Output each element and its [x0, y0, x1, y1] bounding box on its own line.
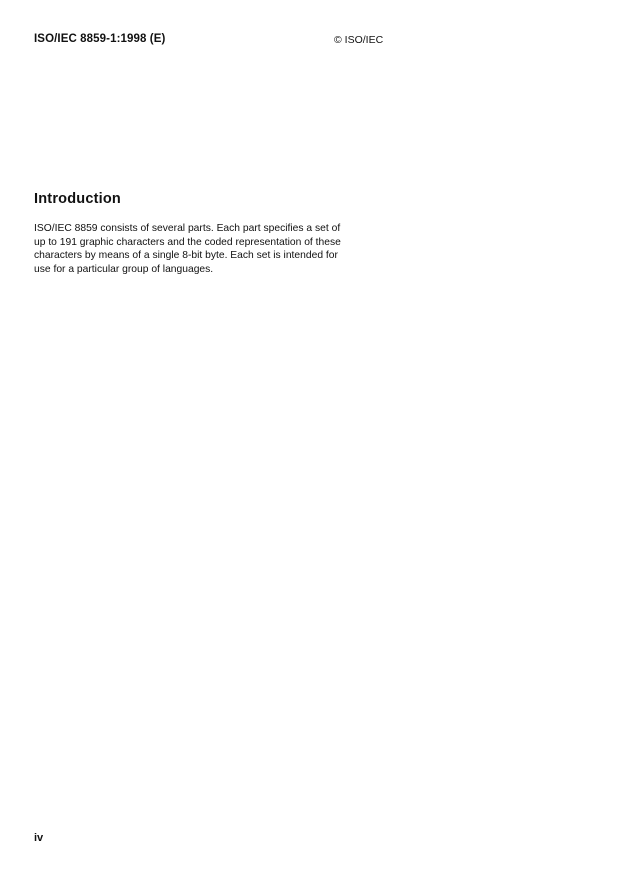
paragraph-line: ISO/IEC 8859 consists of several parts. Each part specifies a set of — [34, 223, 341, 234]
standard-identifier: ISO/IEC 8859-1:1998 (E) — [34, 33, 166, 45]
copyright-notice: © ISO/IEC — [334, 34, 384, 46]
paragraph-line: use for a particular group of languages. — [34, 263, 214, 275]
section-heading-introduction: Introduction — [34, 191, 121, 207]
introduction-paragraph — [34, 222, 374, 276]
paragraph-line: characters by means of a single 8-bit byte. Each set is intended for — [34, 250, 338, 262]
page-number: iv — [34, 832, 44, 844]
paragraph-line: up to 191 graphic characters and the coded representation of these — [34, 236, 341, 248]
